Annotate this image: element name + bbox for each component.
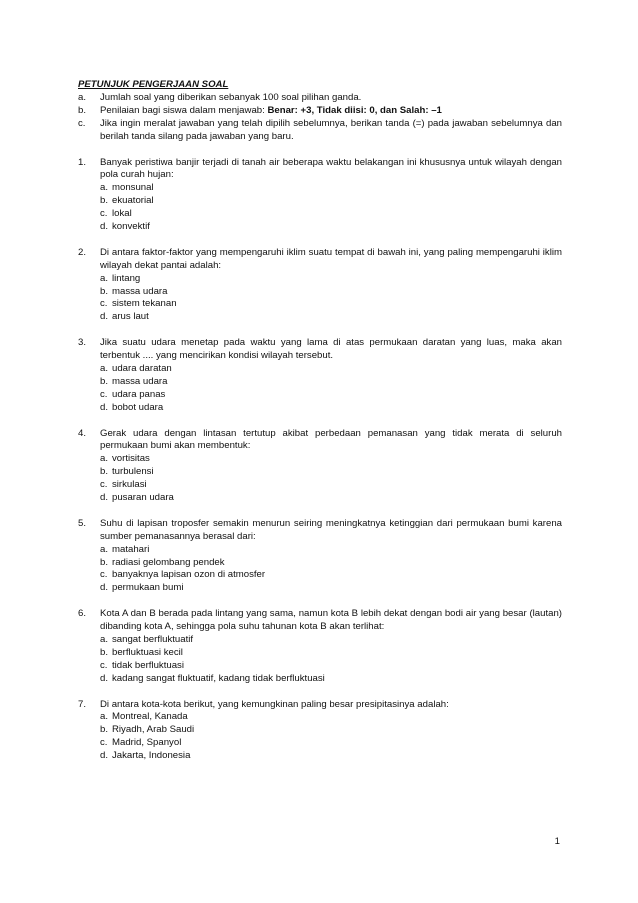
answer-option (78, 466, 562, 479)
option-text: Montreal, Kanada (112, 711, 188, 723)
instruction-item (78, 118, 562, 144)
option-text: Riyadh, Arab Saudi (112, 724, 195, 736)
option-letter: d. (100, 672, 109, 684)
question-stem (78, 247, 562, 273)
option-letter: a. (100, 543, 109, 555)
option-letter: a. (100, 711, 109, 723)
option-text: vortisitas (112, 453, 150, 465)
option-letter: c. (100, 298, 108, 310)
answer-option (78, 544, 562, 557)
answer-option (78, 221, 562, 234)
option-letter: c. (100, 737, 108, 749)
option-text: kadang sangat fluktuatif, kadang tidak berfluktuasi (112, 672, 325, 684)
answer-option (78, 582, 562, 595)
option-letter: c. (100, 388, 108, 400)
option-letter: b. (100, 724, 109, 736)
option-letter: a. (100, 182, 109, 194)
answer-option (78, 208, 562, 221)
option-letter: c. (100, 479, 108, 491)
option-text: tidak berfluktuasi (112, 659, 184, 671)
option-text: ekuatorial (112, 195, 154, 207)
option-text: sangat berfluktuatif (112, 633, 194, 645)
option-letter: d. (100, 221, 109, 233)
answer-option (78, 363, 562, 376)
question-text: Di antara faktor-faktor yang mempengaruhi iklim suatu tempat di bawah ini, yang paling mempengaruhi iklim wilayah dekat pantai adalah: (100, 246, 562, 271)
option-text: lokal (112, 208, 132, 220)
question-stem (78, 699, 562, 712)
answer-option (78, 557, 562, 570)
answer-option (78, 660, 562, 673)
scoring-rule: Benar: +3, Tidak diisi: 0, dan Salah: –1 (267, 104, 442, 116)
option-text: bobot udara (112, 401, 164, 413)
question-number: 5. (78, 517, 87, 529)
question-item (78, 608, 562, 685)
option-letter: b. (100, 646, 109, 658)
option-text: Jakarta, Indonesia (112, 750, 191, 762)
option-letter: c. (100, 659, 108, 671)
instruction-text-wrapper (100, 105, 562, 118)
option-text: konvektif (112, 221, 150, 233)
option-letter: a. (100, 363, 109, 374)
option-text: monsunal (112, 182, 154, 194)
option-text: arus laut (112, 311, 149, 323)
answer-option (78, 711, 562, 724)
option-letter: b. (100, 285, 109, 297)
question-stem (78, 337, 562, 363)
instruction-item (78, 92, 562, 105)
instruction-text: Jumlah soal yang diberikan sebanyak 100 soal pilihan ganda. (100, 91, 362, 103)
option-letter: c. (100, 569, 108, 581)
answer-option (78, 737, 562, 750)
option-text: Madrid, Spanyol (112, 737, 182, 749)
question-item (78, 337, 562, 414)
instruction-marker: a. (78, 91, 87, 103)
question-item (78, 428, 562, 505)
question-item (78, 247, 562, 324)
instructions-list (78, 92, 562, 144)
option-text: matahari (112, 543, 150, 555)
option-letter: d. (100, 582, 109, 594)
question-text: Suhu di lapisan troposfer semakin menurun seiring meningkatnya ketinggian dari permukaan bumi karena sumber pemanasannya berasal dari: (100, 517, 562, 542)
answer-option (78, 195, 562, 208)
question-item (78, 157, 562, 234)
option-letter: b. (100, 375, 109, 387)
option-letter: a. (100, 453, 109, 465)
option-text: udara daratan (112, 363, 172, 374)
answer-option (78, 298, 562, 311)
answer-option (78, 453, 562, 466)
question-number: 3. (78, 337, 87, 349)
instruction-text: Jika ingin meralat jawaban yang telah dipilih sebelumnya, berikan tanda (=) pada jawaban sebelumnya dan berilah tanda silang pada jawaban yang baru. (100, 117, 562, 142)
answer-option (78, 402, 562, 415)
answer-option (78, 647, 562, 660)
option-letter: d. (100, 401, 109, 413)
instruction-marker: b. (78, 104, 87, 116)
option-letter: d. (100, 492, 109, 504)
option-text: udara panas (112, 388, 166, 400)
answer-option (78, 389, 562, 402)
answer-option (78, 569, 562, 582)
option-text: turbulensi (112, 466, 154, 478)
option-letter: b. (100, 466, 109, 478)
instructions-title: PETUNJUK PENGERJAAN SOAL (78, 79, 229, 90)
question-number: 7. (78, 698, 87, 710)
option-letter: a. (100, 633, 109, 645)
option-text: sirkulasi (112, 479, 147, 491)
answer-option (78, 311, 562, 324)
page-number: 1 (554, 836, 560, 847)
answer-option (78, 492, 562, 505)
answer-option (78, 750, 562, 763)
option-letter: b. (100, 556, 109, 568)
option-text: pusaran udara (112, 492, 174, 504)
instruction-marker: c. (78, 117, 86, 129)
option-text: banyaknya lapisan ozon di atmosfer (112, 569, 266, 581)
question-item (78, 518, 562, 595)
question-list (78, 157, 562, 764)
question-item (78, 699, 562, 764)
option-text: sistem tekanan (112, 298, 177, 310)
question-number: 6. (78, 608, 87, 620)
question-text: Gerak udara dengan lintasan tertutup akibat perbedaan pemanasan yang tidak merata di seluruh permukaan bumi akan membentuk: (100, 427, 562, 452)
question-text: Banyak peristiwa banjir terjadi di tanah air beberapa waktu belakangan ini khususnya untuk wilayah dengan pola curah hujan: (100, 156, 562, 181)
question-number: 1. (78, 156, 87, 168)
question-stem (78, 428, 562, 454)
option-text: permukaan bumi (112, 582, 184, 594)
answer-option (78, 376, 562, 389)
question-text: Kota A dan B berada pada lintang yang sama, namun kota B lebih dekat dengan bodi air yang besar (lautan) dibanding kota A, sehingga pola suhu tahunan kota B akan terlihat: (100, 608, 562, 633)
option-letter: c. (100, 208, 108, 220)
answer-option (78, 286, 562, 299)
option-letter: b. (100, 195, 109, 207)
option-text: massa udara (112, 375, 168, 387)
answer-option (78, 634, 562, 647)
option-letter: d. (100, 750, 109, 762)
instruction-text: Penilaian bagi siswa dalam menjawab: (100, 104, 268, 116)
question-number: 2. (78, 246, 87, 258)
answer-option (78, 673, 562, 686)
option-text: berfluktuasi kecil (112, 646, 183, 658)
option-letter: d. (100, 311, 109, 323)
question-number: 4. (78, 427, 87, 439)
answer-option (78, 182, 562, 195)
answer-option (78, 724, 562, 737)
option-text: lintang (112, 272, 141, 284)
question-stem (78, 608, 562, 634)
option-letter: a. (100, 272, 109, 284)
question-stem (78, 157, 562, 183)
option-text: massa udara (112, 285, 168, 297)
instruction-item (78, 105, 562, 118)
question-text: Jika suatu udara menetap pada waktu yang lama di atas permukaan daratan yang luas, maka akan terbentuk .... yang mencirikan kondisi wilayah tersebut. (100, 337, 562, 362)
option-text: radiasi gelombang pendek (112, 556, 225, 568)
answer-option (78, 479, 562, 492)
question-text: Di antara kota-kota berikut, yang kemungkinan paling besar presipitasinya adalah: (100, 698, 449, 710)
question-stem (78, 518, 562, 544)
page-content (78, 79, 562, 776)
answer-option (78, 273, 562, 286)
